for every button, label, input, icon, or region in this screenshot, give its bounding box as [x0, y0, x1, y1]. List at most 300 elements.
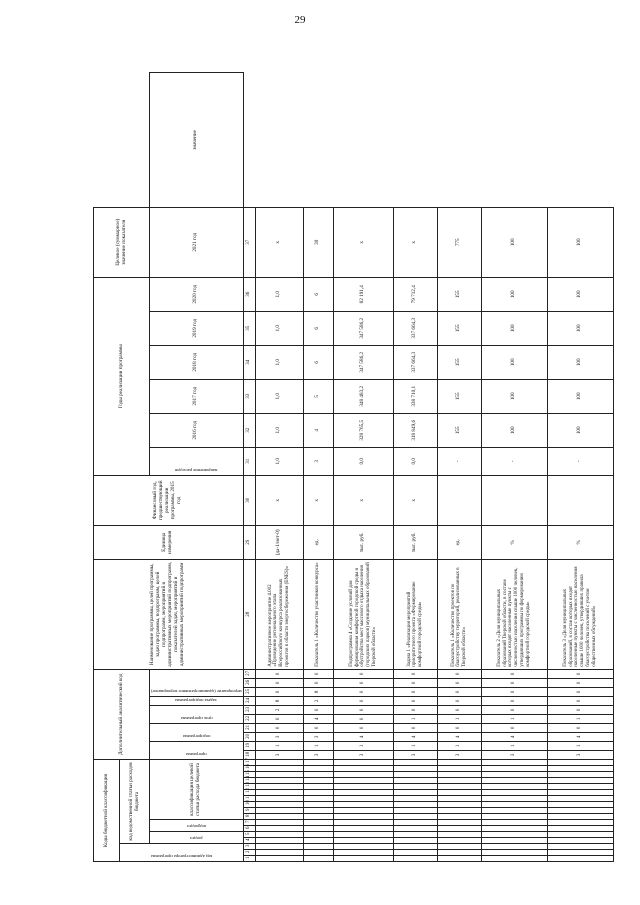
code-digit: 0 [437, 687, 481, 696]
empty-code-cell [481, 802, 547, 808]
row-year-value: - [437, 447, 481, 475]
column-number: 17 [243, 759, 255, 765]
column-number: 26 [243, 678, 255, 687]
empty-code-cell [393, 826, 437, 832]
empty-code-cell [303, 802, 333, 808]
empty-code-cell [303, 826, 333, 832]
empty-code-cell [437, 808, 481, 814]
code-digit: 4 [547, 732, 613, 741]
empty-code-cell [547, 778, 613, 784]
code-digit: 1 [303, 741, 333, 750]
empty-code-cell [481, 826, 547, 832]
row-target-value: х [393, 207, 437, 277]
empty-code-cell [481, 759, 547, 765]
empty-code-cell [481, 772, 547, 778]
column-number: 22 [243, 714, 255, 723]
empty-code-cell [481, 766, 547, 772]
empty-code-cell [303, 796, 333, 802]
empty-code-cell [255, 856, 303, 862]
empty-code-cell [547, 784, 613, 790]
code-digit: 4 [333, 732, 393, 741]
budget-class-header: Коды бюджетной классификации [94, 759, 120, 861]
rotated-table [93, 72, 597, 862]
admin-code-header: код администратора программы [150, 854, 212, 859]
empty-code-cell [437, 826, 481, 832]
column-number: 13 [243, 784, 255, 790]
target-value-header: значение [150, 73, 244, 208]
column-number: 24 [243, 696, 255, 705]
code-digit: 0 [255, 714, 303, 723]
row-year-value: 1,0 [255, 447, 303, 475]
empty-code-cell [255, 772, 303, 778]
column-number: 1 [243, 856, 255, 862]
empty-code-cell [481, 814, 547, 820]
empty-code-cell [437, 856, 481, 862]
empty-code-cell [547, 838, 613, 844]
table-body [255, 73, 613, 862]
table-row [303, 73, 333, 862]
empty-code-cell [547, 814, 613, 820]
row-year-value: 100 [547, 277, 613, 311]
empty-code-cell [437, 759, 481, 765]
code-digit: 4 [437, 732, 481, 741]
row-year-value: 5 [303, 379, 333, 413]
podrazdel-header: подраздел [186, 824, 206, 829]
row-year-value: 1,0 [255, 413, 303, 447]
empty-code-cell [333, 850, 393, 856]
empty-code-cell [303, 850, 333, 856]
empty-code-cell [303, 790, 333, 796]
row-unit: % [547, 525, 613, 559]
row-year-value: 100 [481, 277, 547, 311]
programma-header: программа [186, 751, 207, 757]
code-digit: 0 [437, 705, 481, 714]
column-number: 29 [243, 525, 255, 559]
row-unit: тыс. руб. [333, 525, 393, 559]
empty-code-cell [547, 844, 613, 850]
meropriyatie-header: мероприятие (административное мероприятие) [151, 688, 242, 694]
additional-code-header: Дополнительный аналитический код [94, 669, 150, 759]
target-header: Целевое (суммарное) значение показателя [94, 207, 150, 277]
column-number: 23 [243, 705, 255, 714]
row-year-value: 100 [547, 379, 613, 413]
row-year-value: 100 [481, 311, 547, 345]
column-number: 6 [243, 826, 255, 832]
column-number: 3 [243, 844, 255, 850]
empty-code-cell [333, 844, 393, 850]
empty-code-cell [255, 790, 303, 796]
column-number: 10 [243, 802, 255, 808]
fin-year-header: Финансовый год, предшествующий реализации программы, 2015 год [94, 475, 244, 525]
row-year-value: 100 [481, 379, 547, 413]
code-digit: 3 [303, 732, 333, 741]
row-fin-year-value: х [255, 475, 303, 525]
code-digit: 3 [547, 750, 613, 759]
empty-code-cell [437, 838, 481, 844]
empty-code-cell [255, 808, 303, 814]
row-year-value: 0,0 [333, 447, 393, 475]
empty-code-cell [333, 766, 393, 772]
empty-code-cell [437, 790, 481, 796]
klass-statii-header: классификация целевой статьи расхода бюджета [150, 759, 244, 819]
column-number: 12 [243, 790, 255, 796]
empty-code-cell [333, 814, 393, 820]
row-year-value: 337 664,3 [393, 345, 437, 379]
column-number: 15 [243, 772, 255, 778]
empty-code-cell [547, 796, 613, 802]
row-name: Показатель 1 «Количество проектов по благоустройству территорий, реализованных в Тверской области» [437, 559, 481, 669]
years-header: Годы реализации программы [94, 277, 150, 475]
code-digit: 1 [393, 714, 437, 723]
column-number: 32 [243, 413, 255, 447]
empty-code-cell [393, 838, 437, 844]
empty-code-cell [303, 814, 333, 820]
row-year-value: 6 [303, 311, 333, 345]
code-digit: 0 [333, 714, 393, 723]
code-digit: 0 [547, 723, 613, 732]
code-digit: 1 [255, 741, 303, 750]
code-digit: 0 [303, 678, 333, 687]
row-year-value: 6 [303, 277, 333, 311]
code-digit: 3 [255, 750, 303, 759]
row-year-value: 155 [437, 311, 481, 345]
row-year-value: 155 [437, 277, 481, 311]
code-digit: 0 [393, 669, 437, 678]
code-digit: 0 [333, 705, 393, 714]
empty-code-cell [255, 784, 303, 790]
code-digit: 0 [333, 687, 393, 696]
code-digit: 0 [333, 723, 393, 732]
empty-code-cell [393, 790, 437, 796]
name-column-header: Наименование программы, целей программы, задач программы, подпрограмм, целей подпрограмм, мероприятий и административных мероприятий подпрограмм, показателей задач, мероприятий и административных мероприятий подпрограмм [94, 559, 244, 669]
header-row-1 [94, 73, 120, 862]
code-digit: 2 [255, 705, 303, 714]
empty-code-cell [333, 802, 393, 808]
row-target-value: 100 [481, 207, 547, 277]
row-year-value: 0,0 [393, 447, 437, 475]
empty-code-cell [437, 772, 481, 778]
table-row [437, 73, 481, 862]
expense-code-header: код ведомственной статьи расходов бюджета [120, 759, 150, 843]
empty-code-cell [547, 802, 613, 808]
empty-code-cell [547, 826, 613, 832]
row-unit: ед. [303, 525, 333, 559]
empty-code-cell [333, 826, 393, 832]
row-name: Показатель 1 «Количество участников конкурса» [303, 559, 333, 669]
code-digit: 0 [547, 678, 613, 687]
empty-code-cell [333, 796, 393, 802]
code-digit: 1 [481, 741, 547, 750]
unit-header: Единица измерения [94, 525, 244, 559]
column-number: 4 [243, 838, 255, 844]
code-digit: 1 [393, 741, 437, 750]
year-2021-header: 2021 год [150, 207, 244, 277]
row-year-value: 100 [481, 345, 547, 379]
empty-code-cell [481, 844, 547, 850]
empty-code-cell [393, 844, 437, 850]
column-number: 9 [243, 808, 255, 814]
row-fin-year-value: х [333, 475, 393, 525]
row-year-value: 6 [303, 345, 333, 379]
row-year-value: 337 664,3 [393, 311, 437, 345]
code-digit: 8 [255, 696, 303, 705]
code-digit: 0 [303, 723, 333, 732]
row-name: Задача 1 «Реализация мероприятий приоритетного проекта «Формирование комфортной городской среды» [393, 559, 437, 669]
column-number: 31 [243, 447, 255, 475]
empty-code-cell [481, 832, 547, 838]
column-number: 20 [243, 732, 255, 741]
row-unit: ед. [437, 525, 481, 559]
code-digit: 0 [333, 669, 393, 678]
row-year-value: 1,0 [255, 345, 303, 379]
empty-code-cell [333, 790, 393, 796]
empty-code-cell [481, 850, 547, 856]
empty-code-cell [333, 832, 393, 838]
code-digit: 4 [303, 714, 333, 723]
code-digit: 0 [393, 723, 437, 732]
empty-code-cell [437, 778, 481, 784]
column-number: 27 [243, 669, 255, 678]
code-digit: 8 [303, 687, 333, 696]
code-digit: 3 [437, 750, 481, 759]
row-target-value: 775 [437, 207, 481, 277]
empty-code-cell [333, 838, 393, 844]
empty-code-cell [303, 772, 333, 778]
empty-code-cell [303, 784, 333, 790]
code-digit: 0 [333, 678, 393, 687]
razdel-header: раздел [190, 836, 203, 841]
year-2016-header: 2016 год [150, 413, 244, 447]
empty-code-cell [333, 759, 393, 765]
code-digit: 3 [333, 750, 393, 759]
column-number: 8 [243, 814, 255, 820]
empty-code-cell [255, 850, 303, 856]
empty-code-cell [255, 796, 303, 802]
page-number: 29 [294, 14, 306, 26]
column-number: 7 [243, 820, 255, 826]
year-2018-header: 2018 год [150, 345, 244, 379]
empty-code-cell [393, 802, 437, 808]
empty-code-cell [255, 832, 303, 838]
empty-code-cell [481, 820, 547, 826]
row-target-value: 100 [547, 207, 613, 277]
code-digit: 3 [481, 750, 547, 759]
row-year-value: 3 [303, 447, 333, 475]
podprogramma-header: подпрограмма [182, 733, 211, 739]
empty-code-cell [255, 802, 303, 808]
code-digit: 4 [393, 732, 437, 741]
row-year-value: 318 849,6 [393, 413, 437, 447]
code-digit: 0 [547, 687, 613, 696]
code-digit: 0 [481, 696, 547, 705]
empty-code-cell [303, 838, 333, 844]
empty-code-cell [547, 772, 613, 778]
row-target-value: 30 [303, 207, 333, 277]
empty-code-cell [481, 784, 547, 790]
code-digit: 4 [481, 732, 547, 741]
empty-code-cell [547, 832, 613, 838]
table-row [547, 73, 613, 862]
empty-code-cell [333, 856, 393, 862]
row-year-value: 100 [547, 311, 613, 345]
header-row-3 [150, 73, 244, 862]
empty-code-cell [255, 844, 303, 850]
empty-code-cell [393, 814, 437, 820]
column-number: 11 [243, 796, 255, 802]
napravlenie-header: направление расходов [175, 467, 218, 473]
year-2019-header: 2019 год [150, 311, 244, 345]
row-fin-year-value [437, 475, 481, 525]
row-name: Показатель 3 «Доля муниципальных образований, в состав которых входят населенные пункты с численностью населения свыше 1000 человек, утвердивших правила благоустройства поселений с учетом общественных обсуждений» [547, 559, 613, 669]
row-year-value: 1,0 [255, 311, 303, 345]
empty-code-cell [437, 850, 481, 856]
code-digit: 0 [547, 705, 613, 714]
code-digit: 0 [437, 696, 481, 705]
empty-code-cell [255, 766, 303, 772]
row-target-value: х [255, 207, 303, 277]
code-digit: 0 [333, 696, 393, 705]
row-year-value: 328 765,5 [333, 413, 393, 447]
column-number: 35 [243, 311, 255, 345]
empty-code-cell [481, 796, 547, 802]
empty-code-cell [393, 808, 437, 814]
empty-code-cell [393, 856, 437, 862]
row-fin-year-value: х [303, 475, 333, 525]
row-year-value: 1,0 [255, 379, 303, 413]
empty-code-cell [303, 759, 333, 765]
empty-code-cell [255, 814, 303, 820]
empty-code-cell [255, 826, 303, 832]
row-fin-year-value [481, 475, 547, 525]
row-unit: (да-1/нет-0) [255, 525, 303, 559]
zadacha-header: задача подпрограммы [175, 697, 218, 703]
code-digit: 0 [255, 669, 303, 678]
empty-code-cell [333, 820, 393, 826]
empty-code-cell [437, 766, 481, 772]
row-fin-year-value: х [393, 475, 437, 525]
year-2017-header: 2017 год [150, 379, 244, 413]
row-year-value: 79 712,4 [393, 277, 437, 311]
empty-code-cell [481, 838, 547, 844]
table-row [393, 73, 437, 862]
row-year-value: 4 [303, 413, 333, 447]
empty-code-cell [481, 790, 547, 796]
column-number: 34 [243, 345, 255, 379]
row-year-value: 338 710,1 [393, 379, 437, 413]
row-year-value: 100 [547, 413, 613, 447]
code-digit: 1 [437, 741, 481, 750]
code-digit: 0 [393, 687, 437, 696]
empty-code-cell [255, 820, 303, 826]
column-number: 37 [243, 207, 255, 277]
code-digit: 0 [481, 669, 547, 678]
code-digit: 2 [303, 696, 333, 705]
code-digit: 0 [303, 705, 333, 714]
column-number: 36 [243, 277, 255, 311]
empty-code-cell [255, 838, 303, 844]
empty-code-cell [547, 808, 613, 814]
empty-code-cell [481, 778, 547, 784]
empty-code-cell [393, 778, 437, 784]
empty-code-cell [437, 844, 481, 850]
column-number: 19 [243, 741, 255, 750]
code-digit: 0 [481, 687, 547, 696]
row-year-value: 347 586,2 [333, 345, 393, 379]
empty-code-cell [437, 832, 481, 838]
table-row [481, 73, 547, 862]
column-number: 33 [243, 379, 255, 413]
empty-code-cell [393, 772, 437, 778]
cel-programmy-header: цель программы [180, 715, 213, 721]
code-digit: 1 [481, 714, 547, 723]
code-digit: 3 [303, 750, 333, 759]
row-year-value: - [547, 447, 613, 475]
empty-code-cell [393, 832, 437, 838]
table-row [333, 73, 393, 862]
empty-code-cell [393, 784, 437, 790]
empty-code-cell [333, 784, 393, 790]
column-number-row [243, 73, 255, 862]
code-digit: 0 [437, 669, 481, 678]
empty-code-cell [255, 778, 303, 784]
row-year-value: 155 [437, 413, 481, 447]
code-digit: 0 [437, 723, 481, 732]
code-digit: 1 [437, 714, 481, 723]
code-digit: 0 [481, 705, 547, 714]
code-digit: 0 [547, 696, 613, 705]
rotated-table-wrapper [93, 72, 597, 862]
column-number: 5 [243, 832, 255, 838]
column-number: 30 [243, 475, 255, 525]
code-digit: 1 [547, 714, 613, 723]
row-fin-year-value [547, 475, 613, 525]
column-number: 14 [243, 778, 255, 784]
empty-code-cell [303, 856, 333, 862]
code-digit: 3 [255, 732, 303, 741]
empty-code-cell [437, 796, 481, 802]
empty-code-cell [437, 802, 481, 808]
empty-code-cell [393, 759, 437, 765]
row-year-value: 100 [481, 413, 547, 447]
empty-code-cell [333, 772, 393, 778]
empty-code-cell [547, 856, 613, 862]
empty-code-cell [255, 759, 303, 765]
row-name: Административное мероприятие 4.002 «Проведение регионального этапа Всероссийского конкурса реализованных проектов в области энергосбережения (ENES)» [255, 559, 303, 669]
row-year-value: 155 [437, 379, 481, 413]
column-number: 28 [243, 559, 255, 669]
row-year-value: 155 [437, 345, 481, 379]
empty-code-cell [393, 796, 437, 802]
year-2020-header: 2020 год [150, 277, 244, 311]
empty-code-cell [437, 784, 481, 790]
code-digit: 0 [255, 723, 303, 732]
row-year-value: 1,0 [255, 277, 303, 311]
row-year-value: 82 191,4 [333, 277, 393, 311]
row-unit: тыс. руб. [393, 525, 437, 559]
empty-code-cell [547, 766, 613, 772]
code-digit: 0 [255, 687, 303, 696]
code-digit: 3 [393, 750, 437, 759]
code-digit: 0 [303, 669, 333, 678]
row-year-value: 347 586,2 [333, 311, 393, 345]
empty-code-cell [547, 790, 613, 796]
row-year-value: 348 483,2 [333, 379, 393, 413]
empty-code-cell [303, 808, 333, 814]
code-digit: 1 [333, 741, 393, 750]
table-row [255, 73, 303, 862]
empty-code-cell [393, 820, 437, 826]
row-name: Показатель 2 «Доля муниципальных образований Тверской области, в составе которых входят населенные пункты с численностью населения свыше 1000 человек, утвердивших программы по формированию комфортной городской среды» [481, 559, 547, 669]
